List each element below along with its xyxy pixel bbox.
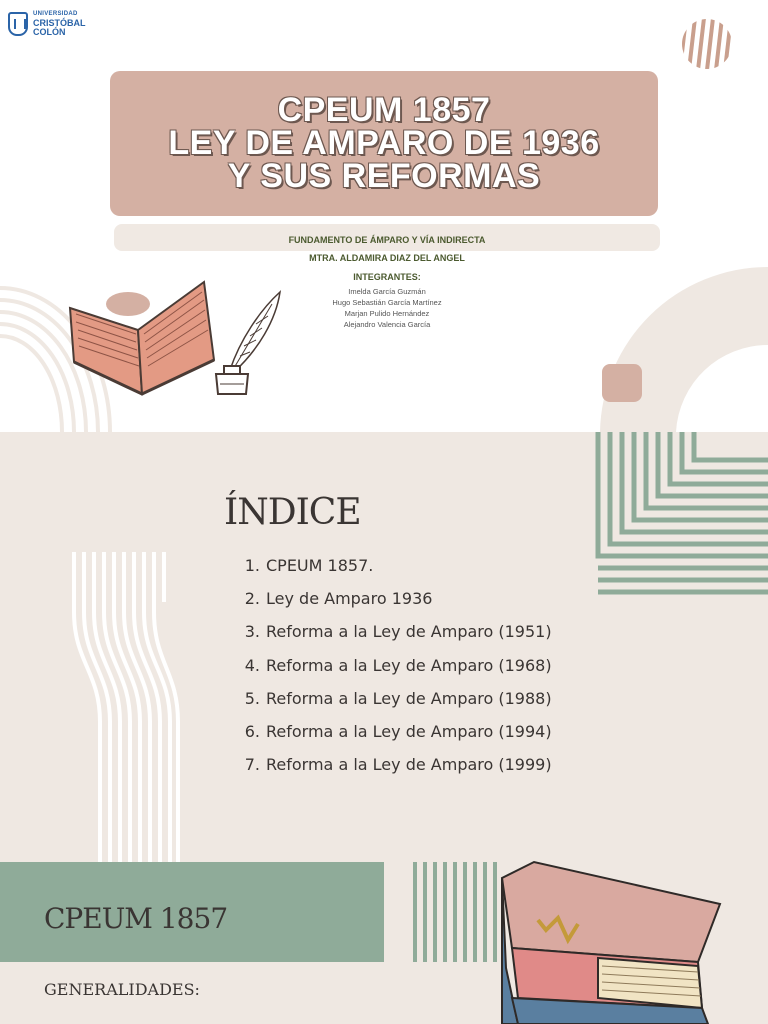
rounded-square-decoration	[602, 364, 642, 402]
item-number: 7.	[244, 755, 260, 775]
index-list	[238, 556, 552, 788]
member-name: Marjan Pulido Hernández	[344, 309, 430, 318]
item-text: Reforma a la Ley de Amparo (1988)	[266, 688, 552, 708]
page-title	[168, 91, 600, 195]
striped-circle-decoration	[680, 18, 734, 70]
item-text: Reforma a la Ley de Amparo (1968)	[266, 655, 552, 675]
index-page	[0, 432, 768, 1024]
title-line-2: LEY DE AMPARO DE 1936	[168, 124, 600, 162]
item-number: 6.	[244, 721, 260, 741]
square-pattern-decoration	[594, 432, 768, 604]
logo-line-1: UNIVERSIDAD	[33, 11, 78, 17]
wavy-stripes-decoration	[70, 552, 180, 862]
item-number: 2.	[244, 589, 260, 609]
members-label: INTEGRANTES:	[353, 272, 421, 282]
list-item	[238, 589, 552, 622]
shield-icon	[8, 12, 28, 36]
item-text: Ley de Amparo 1936	[266, 589, 433, 609]
list-item	[238, 656, 552, 689]
item-number: 5.	[244, 688, 260, 708]
section-title: CPEUM 1857	[44, 902, 228, 935]
list-item	[238, 622, 552, 655]
university-logo	[8, 10, 86, 37]
title-line-3: Y SUS REFORMAS	[227, 157, 541, 195]
item-text: Reforma a la Ley de Amparo (1951)	[266, 622, 552, 642]
list-item	[238, 722, 552, 755]
list-item	[238, 689, 552, 722]
teacher-name: MTRA. ALDAMIRA DIAZ DEL ANGEL	[309, 253, 465, 263]
item-text: Reforma a la Ley de Amparo (1999)	[266, 755, 552, 775]
member-name: Hugo Sebastián García Martínez	[332, 298, 442, 307]
item-text: Reforma a la Ley de Amparo (1994)	[266, 721, 552, 741]
title-line-1: CPEUM 1857	[277, 91, 491, 129]
vertical-stripes-decoration	[412, 862, 500, 962]
list-item	[238, 556, 552, 589]
course-name: FUNDAMENTO DE ÁMPARO Y VÍA INDIRECTA	[288, 235, 486, 245]
cover-page	[0, 0, 768, 432]
stacked-books-illustration	[498, 858, 728, 1024]
member-name: Alejandro Valencia García	[343, 320, 431, 329]
item-number: 4.	[244, 655, 260, 675]
index-title: ÍNDICE	[224, 492, 361, 533]
item-number: 3.	[244, 622, 260, 642]
item-number: 1.	[244, 556, 260, 575]
list-item	[238, 755, 552, 788]
logo-line-3: COLÓN	[33, 27, 66, 37]
open-book-illustration	[64, 278, 216, 398]
quill-inkwell-illustration	[210, 290, 286, 398]
section-subheading: GENERALIDADES:	[44, 980, 200, 999]
logo-line-2: CRISTÓBAL	[33, 18, 86, 28]
member-name: Imelda García Guzmán	[348, 287, 426, 296]
item-text: CPEUM 1857.	[266, 556, 374, 575]
title-box	[110, 71, 658, 216]
